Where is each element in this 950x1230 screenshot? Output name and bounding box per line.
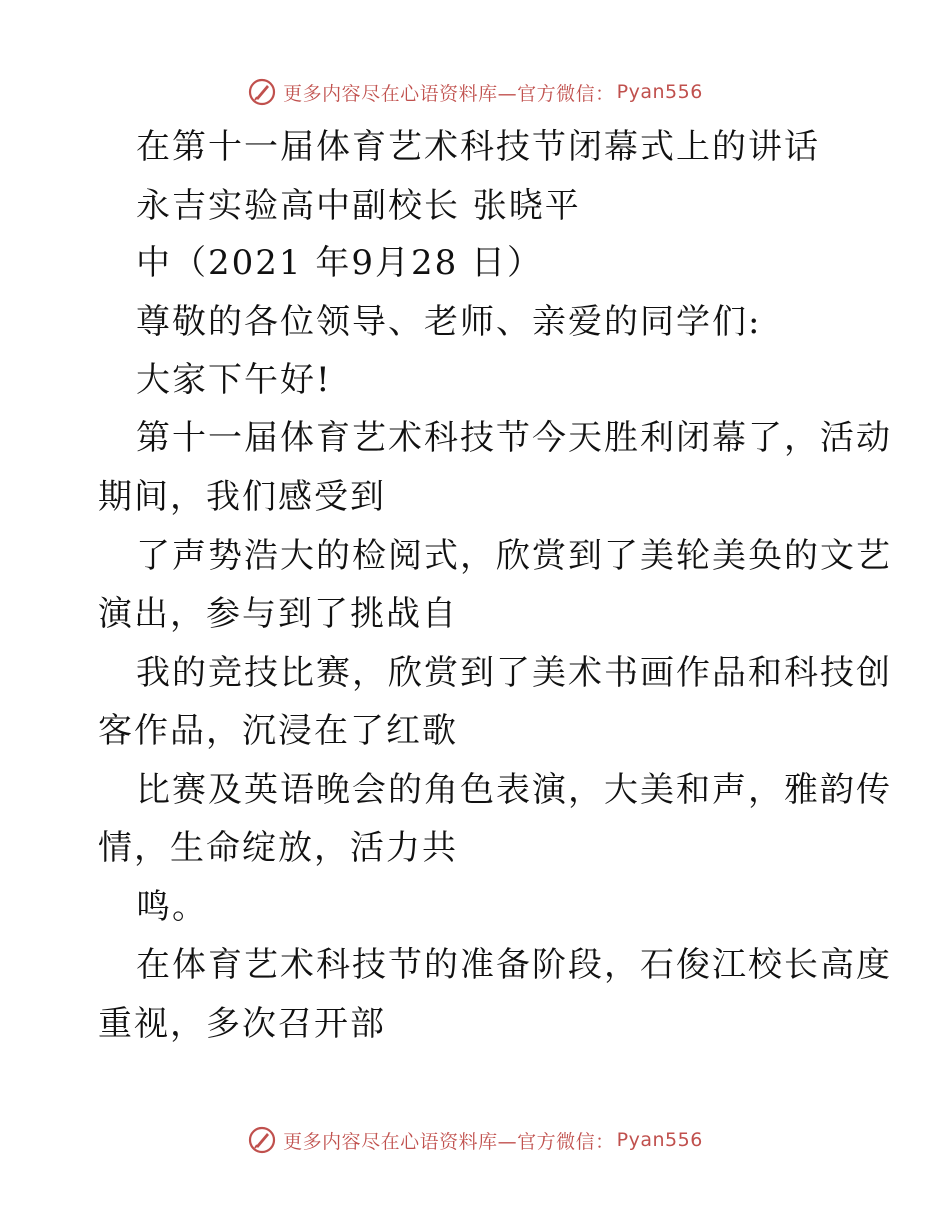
footer-watermark xyxy=(0,1120,950,1160)
header-watermark xyxy=(0,72,950,112)
quill-logo-icon xyxy=(247,77,277,107)
salutation-line: 大家下午好! xyxy=(136,360,332,400)
watermark-text: 更多内容尽在心语资料库—官方微信： xyxy=(283,1130,615,1153)
paragraph-line: 情，生命绽放，活力共 xyxy=(98,828,458,868)
paragraph-line: 鸣。 xyxy=(136,887,208,927)
paragraph-line: 演出，参与到了挑战自 xyxy=(98,594,458,634)
quill-logo-icon xyxy=(247,1125,277,1155)
watermark-text: 更多内容尽在心语资料库—官方微信： xyxy=(283,82,615,105)
watermark-id: Pyan556 xyxy=(616,1129,703,1151)
paragraph-line: 了声势浩大的检阅式，欣赏到了美轮美奂的文艺 xyxy=(136,536,892,576)
paragraph-line: 在体育艺术科技节的准备阶段，石俊江校长高度 xyxy=(136,945,892,985)
paragraph-line: 比赛及英语晚会的角色表演，大美和声，雅韵传 xyxy=(136,770,892,810)
paragraph-line: 第十一届体育艺术科技节今天胜利闭幕了，活动 xyxy=(136,418,892,458)
paragraph-line: 客作品，沉浸在了红歌 xyxy=(98,711,458,751)
paragraph-line: 我的竞技比赛，欣赏到了美术书画作品和科技创 xyxy=(136,653,892,693)
paragraph-line: 重视，多次召开部 xyxy=(98,1004,386,1044)
document-author: 永吉实验高中副校长 张晓平 xyxy=(136,186,581,226)
document-date: 中（2021 年9月28 日） xyxy=(136,243,544,283)
watermark-id: Pyan556 xyxy=(616,81,703,103)
document-title: 在第十一届体育艺术科技节闭幕式上的讲话 xyxy=(136,127,820,167)
greeting-line: 尊敬的各位领导、老师、亲爱的同学们: xyxy=(136,302,762,342)
paragraph-line: 期间，我们感受到 xyxy=(98,477,386,517)
